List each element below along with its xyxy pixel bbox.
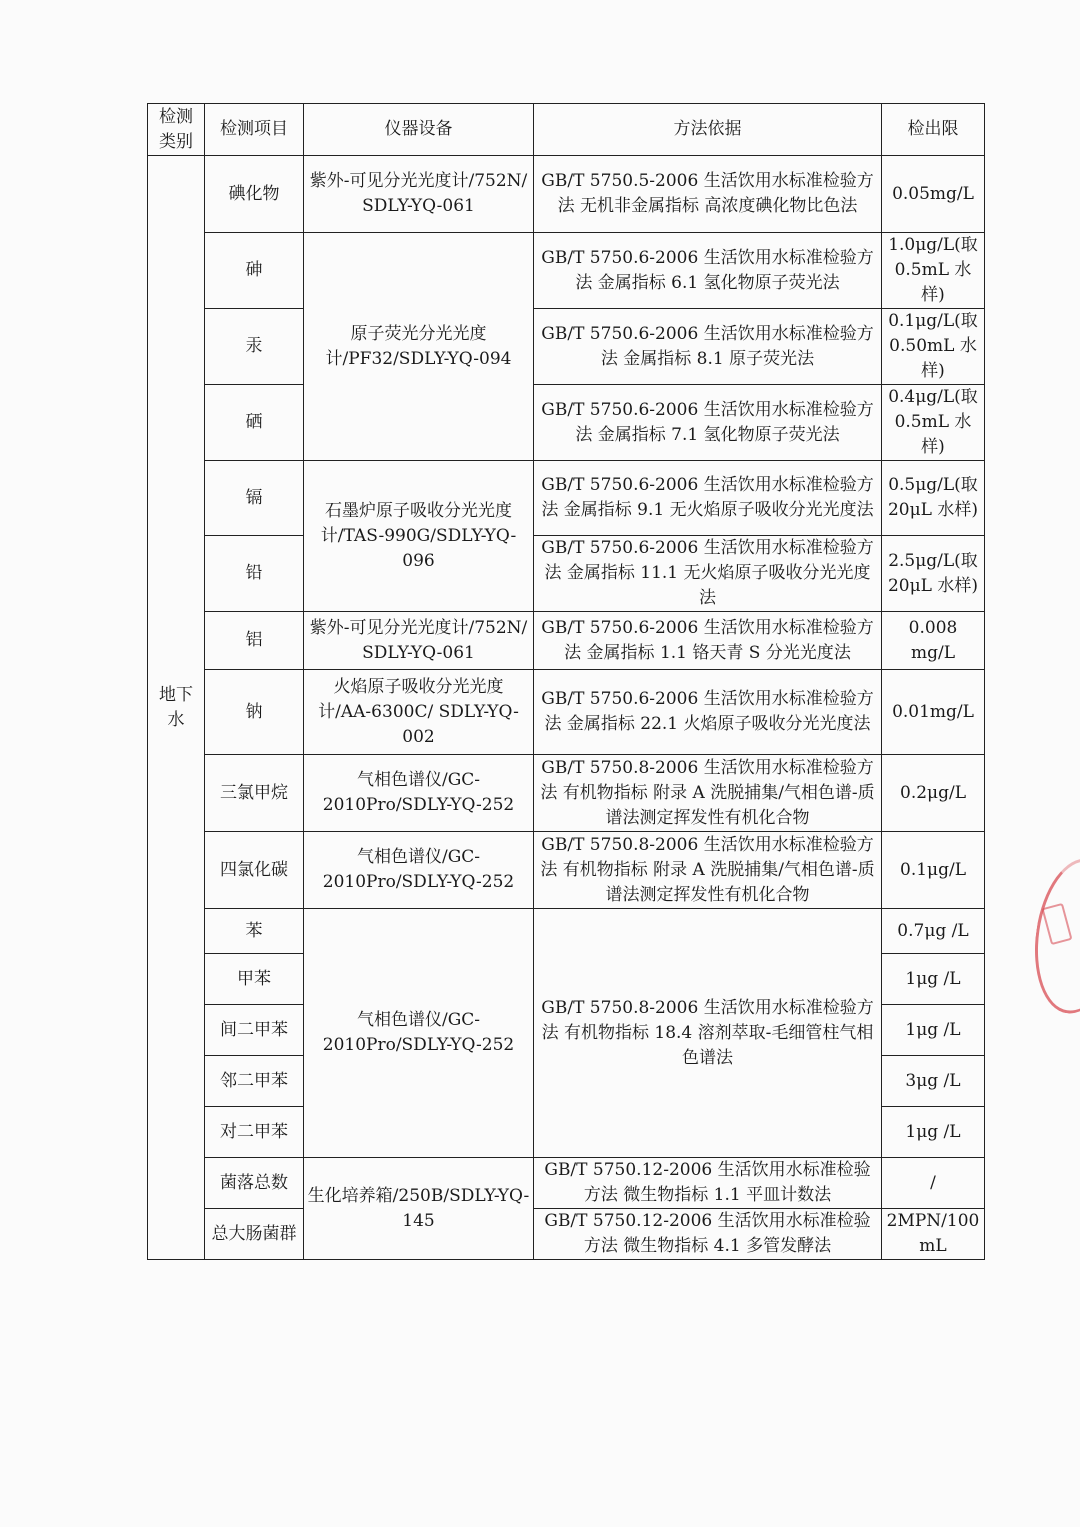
table-row — [148, 385, 985, 461]
table-row — [148, 309, 985, 385]
limit-cell: 0.008 mg/L — [882, 612, 985, 670]
item-cell: 邻二甲苯 — [205, 1056, 304, 1107]
item-cell: 铅 — [205, 536, 304, 612]
table-header-row — [148, 104, 985, 156]
table-row — [148, 612, 985, 670]
item-cell: 汞 — [205, 309, 304, 385]
limit-cell: 0.01mg/L — [882, 670, 985, 755]
limit-cell: 1.0μg/L(取0.5mL 水样) — [882, 233, 985, 309]
item-cell: 三氯甲烷 — [205, 755, 304, 832]
limit-cell: 1μg /L — [882, 1005, 985, 1056]
instrument-cell: 石墨炉原子吸收分光光度计/TAS-990G/SDLY-YQ-096 — [304, 461, 534, 612]
limit-cell: 0.05mg/L — [882, 156, 985, 233]
instrument-cell: 气相色谱仪/GC-2010Pro/SDLY-YQ-252 — [304, 755, 534, 832]
item-cell: 硒 — [205, 385, 304, 461]
method-cell: GB/T 5750.6-2006 生活饮用水标准检验方法 金属指标 8.1 原子荧光法 — [534, 309, 882, 385]
table-row — [148, 909, 985, 954]
limit-cell: 1μg /L — [882, 954, 985, 1005]
method-cell: GB/T 5750.6-2006 生活饮用水标准检验方法 金属指标 9.1 无火焰原子吸收分光光度法 — [534, 461, 882, 536]
table-row — [148, 832, 985, 909]
method-cell: GB/T 5750.6-2006 生活饮用水标准检验方法 金属指标 7.1 氢化物原子荧光法 — [534, 385, 882, 461]
table-row — [148, 755, 985, 832]
instrument-cell: 紫外-可见分光光度计/752N/ SDLY-YQ-061 — [304, 156, 534, 233]
category-cell: 地下水 — [148, 156, 205, 1260]
limit-cell: 0.1μg/L(取0.50mL 水样) — [882, 309, 985, 385]
limit-cell: 0.1μg/L — [882, 832, 985, 909]
item-cell: 苯 — [205, 909, 304, 954]
limit-cell: 0.5μg/L(取20μL 水样) — [882, 461, 985, 536]
item-cell: 对二甲苯 — [205, 1107, 304, 1158]
item-cell: 钠 — [205, 670, 304, 755]
item-cell: 碘化物 — [205, 156, 304, 233]
item-cell: 菌落总数 — [205, 1158, 304, 1209]
table-row — [148, 233, 985, 309]
table-row — [148, 670, 985, 755]
table-row — [148, 156, 985, 233]
table-row — [148, 461, 985, 536]
item-cell: 砷 — [205, 233, 304, 309]
item-cell: 总大肠菌群 — [205, 1209, 304, 1260]
instrument-cell: 气相色谱仪/GC-2010Pro/SDLY-YQ-252 — [304, 909, 534, 1158]
detection-table — [147, 103, 985, 1260]
method-cell: GB/T 5750.8-2006 生活饮用水标准检验方法 有机物指标 18.4 溶剂萃取-毛细管柱气相色谱法 — [534, 909, 882, 1158]
method-cell: GB/T 5750.6-2006 生活饮用水标准检验方法 金属指标 11.1 无火焰原子吸收分光光度法 — [534, 536, 882, 612]
limit-cell: 0.2μg/L — [882, 755, 985, 832]
header-item: 检测项目 — [205, 104, 304, 156]
header-category: 检测类别 — [148, 104, 205, 156]
method-cell: GB/T 5750.8-2006 生活饮用水标准检验方法 有机物指标 附录 A 洗脱捕集/气相色谱-质谱法测定挥发性有机化合物 — [534, 832, 882, 909]
item-cell: 甲苯 — [205, 954, 304, 1005]
item-cell: 间二甲苯 — [205, 1005, 304, 1056]
instrument-cell: 原子荧光分光光度计/PF32/SDLY-YQ-094 — [304, 233, 534, 461]
instrument-cell: 紫外-可见分光光度计/752N/ SDLY-YQ-061 — [304, 612, 534, 670]
item-cell: 四氯化碳 — [205, 832, 304, 909]
limit-cell: 3μg /L — [882, 1056, 985, 1107]
table-row — [148, 536, 985, 612]
instrument-cell: 生化培养箱/250B/SDLY-YQ-145 — [304, 1158, 534, 1260]
method-cell: GB/T 5750.5-2006 生活饮用水标准检验方法 无机非金属指标 高浓度碘化物比色法 — [534, 156, 882, 233]
method-cell: GB/T 5750.12-2006 生活饮用水标准检验方法 微生物指标 1.1 平皿计数法 — [534, 1158, 882, 1209]
limit-cell: 2.5μg/L(取20μL 水样) — [882, 536, 985, 612]
method-cell: GB/T 5750.8-2006 生活饮用水标准检验方法 有机物指标 附录 A 洗脱捕集/气相色谱-质谱法测定挥发性有机化合物 — [534, 755, 882, 832]
header-instrument: 仪器设备 — [304, 104, 534, 156]
limit-cell: 0.7μg /L — [882, 909, 985, 954]
limit-cell: 0.4μg/L(取0.5mL 水样) — [882, 385, 985, 461]
table-row — [148, 1209, 985, 1260]
method-cell: GB/T 5750.12-2006 生活饮用水标准检验方法 微生物指标 4.1 多管发酵法 — [534, 1209, 882, 1260]
header-limit: 检出限 — [882, 104, 985, 156]
limit-cell: 2MPN/100 mL — [882, 1209, 985, 1260]
method-cell: GB/T 5750.6-2006 生活饮用水标准检验方法 金属指标 22.1 火焰原子吸收分光光度法 — [534, 670, 882, 755]
limit-cell: 1μg /L — [882, 1107, 985, 1158]
table-row — [148, 1158, 985, 1209]
method-cell: GB/T 5750.6-2006 生活饮用水标准检验方法 金属指标 1.1 铬天青 S 分光光度法 — [534, 612, 882, 670]
limit-cell: / — [882, 1158, 985, 1209]
header-method: 方法依据 — [534, 104, 882, 156]
instrument-cell: 火焰原子吸收分光光度计/AA-6300C/ SDLY-YQ-002 — [304, 670, 534, 755]
instrument-cell: 气相色谱仪/GC-2010Pro/SDLY-YQ-252 — [304, 832, 534, 909]
item-cell: 铝 — [205, 612, 304, 670]
method-cell: GB/T 5750.6-2006 生活饮用水标准检验方法 金属指标 6.1 氢化物原子荧光法 — [534, 233, 882, 309]
item-cell: 镉 — [205, 461, 304, 536]
